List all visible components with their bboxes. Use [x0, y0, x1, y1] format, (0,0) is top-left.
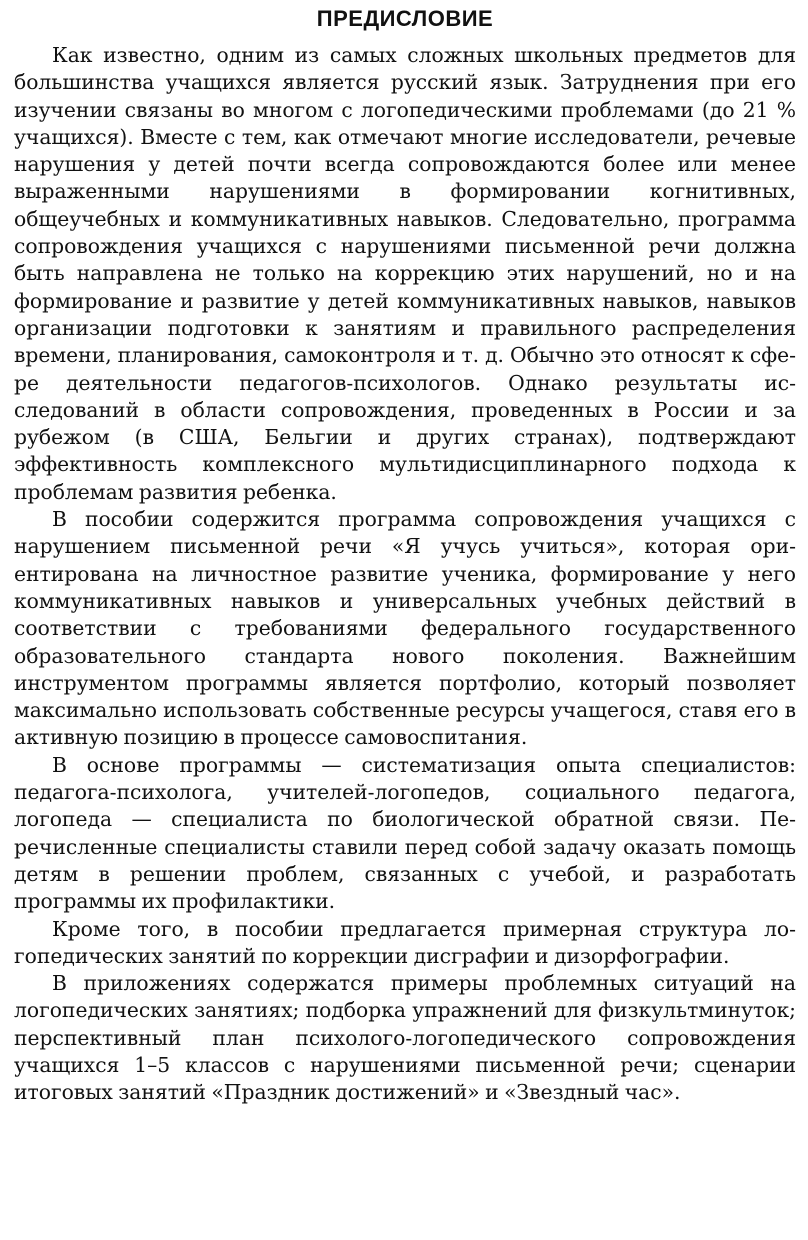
paragraph-2: В пособии содержится программа сопровождения учащихся с нарушением письменной речи «Я учусь учиться», которая ориентирована на личностное развитие ученика, формирование у него коммуникативных навыков и универсальных учебных действий в соответствии с требованиями федерального государственного образовательного стандарта нового поколения. Важнейшим инструментом программы является портфолио, который позволяет максимально использовать собственные ресурсы учащегося, ставя его в активную позицию в процессе самовоспитания.	[14, 507, 796, 750]
paragraph-3: В основе программы — систематизация опыта специалистов: педагога-психолога, учителей-логопедов, социального педагога, логопеда — специалиста по биологической обратной связи. Перечисленные специалисты ставили перед собой задачу оказать помощь детям в решении проблем, связанных с учебой, и разработать программы их профилактики.	[14, 752, 796, 914]
paragraph-1: Как известно, одним из самых сложных школьных предметов для большинства учащихся является русский язык. Затруднения при его изучении связаны во многом с логопедическими проблемами (до 21 % учащихся). Вместе с тем, как отмечают многие исследователи, речевые нарушения у детей почти всегда сопровождаются более или менее выраженными нарушениями в формировании когнитивных, общеучебных и коммуникативных навыков. Следовательно, программа сопровождения учащихся с нарушениями письменной речи должна быть направлена не только на коррекцию этих нарушений, но и на формирование и развитие у детей коммуникативных навыков, навыков организации подготовки к занятиям и правильного распределения времени, планирования, самоконтроля и т. д. Обычно это относят к сфере деятельности педагогов-психологов. Однако результаты исследований в области сопровождения, проведенных в России и за рубежом (в США, Бельгии и других странах), подтверждают эффективность комплексного мультидисциплинарного подхода к проблемам развития ребенка.	[14, 43, 796, 504]
page-title: ПРЕДИСЛОВИЕ	[316, 6, 494, 31]
document-page	[14, 4, 796, 1107]
paragraph-5: В приложениях содержатся примеры проблемных ситуаций на логопедических занятиях; подборка упражнений для физкультминуток; перспективный план психолого-логопедического сопровождения учащихся 1–5 классов с нарушениями письменной речи; сценарии итоговых занятий «Праздник достижений» и «Звездный час».	[14, 971, 796, 1105]
paragraph-4: Кроме того, в пособии предлагается примерная структура логопедических занятий по коррекции дисграфии и дизорфографии.	[14, 916, 796, 968]
